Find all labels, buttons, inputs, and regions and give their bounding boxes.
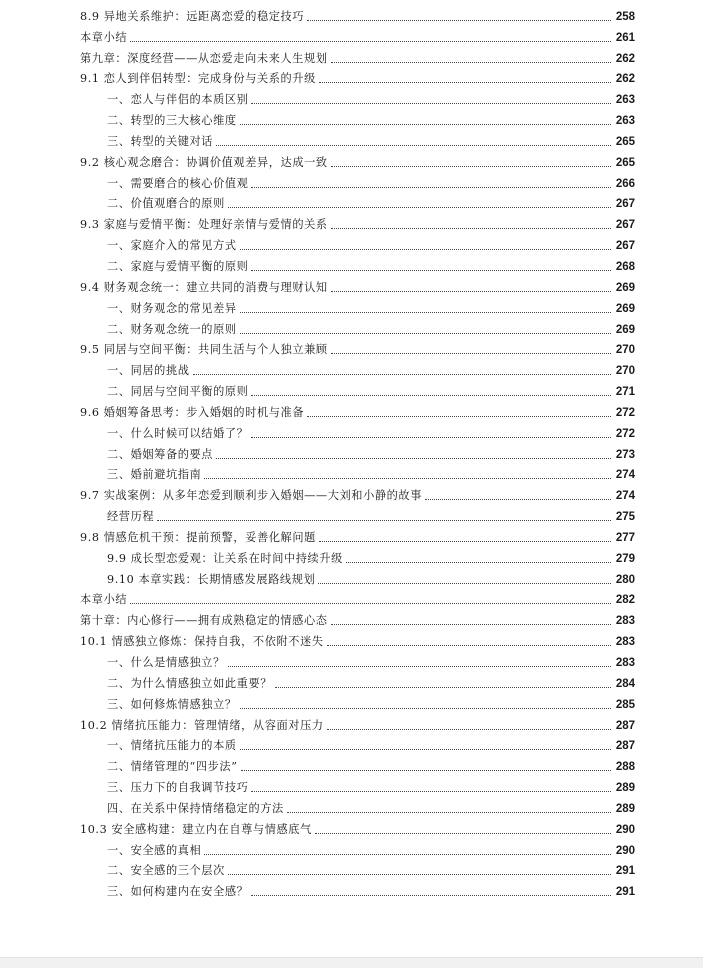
toc-entry[interactable] bbox=[80, 441, 635, 462]
toc-dot-leader bbox=[240, 124, 611, 125]
toc-page-number: 280 bbox=[615, 573, 635, 586]
toc-dot-leader bbox=[216, 145, 611, 146]
toc-dot-leader bbox=[327, 729, 611, 730]
toc-entry[interactable] bbox=[80, 670, 635, 691]
toc-entry-title: 一、情绪抗压能力的本质 bbox=[107, 739, 237, 753]
toc-page-number: 289 bbox=[615, 782, 635, 795]
toc-dot-leader bbox=[204, 478, 611, 479]
toc-dot-leader bbox=[240, 333, 611, 334]
toc-entry[interactable] bbox=[80, 399, 635, 420]
toc-page-number: 258 bbox=[615, 10, 635, 23]
toc-entry[interactable] bbox=[80, 878, 635, 899]
toc-page-number: 267 bbox=[615, 240, 635, 253]
toc-entry[interactable] bbox=[80, 170, 635, 191]
toc-entry[interactable] bbox=[80, 86, 635, 107]
toc-dot-leader bbox=[251, 395, 611, 396]
toc-entry-title: 一、同居的挑战 bbox=[107, 364, 190, 378]
toc-entry-title: 8.9 异地关系维护：远距离恋爱的稳定技巧 bbox=[80, 9, 305, 23]
toc-page-number: 290 bbox=[615, 823, 635, 836]
toc-entry-title: 一、家庭介入的常见方式 bbox=[107, 239, 237, 253]
toc-entry-title: 四、在关系中保持情绪稳定的方法 bbox=[107, 801, 284, 815]
toc-page-number: 269 bbox=[615, 281, 635, 294]
toc-entry[interactable] bbox=[80, 503, 635, 524]
table-of-contents bbox=[80, 3, 635, 899]
toc-page-number: 269 bbox=[615, 302, 635, 315]
toc-entry[interactable] bbox=[80, 691, 635, 712]
toc-page-number: 284 bbox=[615, 677, 635, 690]
toc-page-number: 271 bbox=[615, 386, 635, 399]
toc-page-number: 265 bbox=[615, 135, 635, 148]
toc-page-number: 263 bbox=[615, 94, 635, 107]
toc-dot-leader bbox=[251, 791, 611, 792]
toc-entry-title: 10.2 情绪抗压能力：管理情绪，从容面对压力 bbox=[80, 718, 324, 732]
toc-entry-title: 本章小结 bbox=[80, 30, 128, 44]
toc-dot-leader bbox=[287, 812, 611, 813]
toc-entry-title: 一、财务观念的常见差异 bbox=[107, 301, 237, 315]
toc-entry[interactable] bbox=[80, 649, 635, 670]
toc-entry[interactable] bbox=[80, 253, 635, 274]
toc-dot-leader bbox=[228, 666, 611, 667]
toc-dot-leader bbox=[307, 20, 611, 21]
toc-dot-leader bbox=[331, 353, 611, 354]
toc-dot-leader bbox=[315, 833, 611, 834]
toc-dot-leader bbox=[240, 312, 611, 313]
toc-entry[interactable] bbox=[80, 795, 635, 816]
toc-dot-leader bbox=[319, 541, 611, 542]
toc-entry-title: 第十章：内心修行——拥有成熟稳定的情感心态 bbox=[80, 614, 328, 628]
toc-dot-leader bbox=[425, 499, 611, 500]
toc-entry-title: 三、如何修炼情感独立？ bbox=[107, 697, 237, 711]
toc-dot-leader bbox=[251, 270, 611, 271]
toc-dot-leader bbox=[130, 41, 611, 42]
toc-entry-title: 9.10 本章实践：长期情感发展路线规划 bbox=[107, 572, 316, 586]
toc-dot-leader bbox=[275, 687, 611, 688]
toc-page-number: 263 bbox=[615, 115, 635, 128]
toc-entry[interactable] bbox=[80, 733, 635, 754]
toc-entry[interactable] bbox=[80, 128, 635, 149]
toc-dot-leader bbox=[251, 437, 611, 438]
toc-entry[interactable] bbox=[80, 587, 635, 608]
toc-entry-title: 9.1 恋人到伴侣转型：完成身份与关系的升级 bbox=[80, 72, 316, 86]
toc-page-number: 270 bbox=[615, 365, 635, 378]
toc-entry[interactable] bbox=[80, 316, 635, 337]
toc-entry[interactable] bbox=[80, 524, 635, 545]
toc-entry[interactable] bbox=[80, 545, 635, 566]
toc-entry-title: 二、同居与空间平衡的原则 bbox=[107, 385, 249, 399]
toc-dot-leader bbox=[130, 603, 611, 604]
toc-entry-title: 9.4 财务观念统一：建立共同的消费与理财认知 bbox=[80, 280, 328, 294]
toc-page-number: 283 bbox=[615, 636, 635, 649]
toc-entry[interactable] bbox=[80, 628, 635, 649]
toc-dot-leader bbox=[331, 166, 611, 167]
toc-entry[interactable] bbox=[80, 45, 635, 66]
toc-dot-leader bbox=[307, 416, 611, 417]
toc-dot-leader bbox=[228, 874, 611, 875]
toc-entry[interactable] bbox=[80, 378, 635, 399]
toc-entry-title: 一、恋人与伴侣的本质区别 bbox=[107, 93, 249, 107]
toc-entry-title: 9.8 情感危机干预：提前预警，妥善化解问题 bbox=[80, 530, 316, 544]
toc-page-number: 269 bbox=[615, 323, 635, 336]
toc-page-number: 275 bbox=[615, 511, 635, 524]
toc-dot-leader bbox=[240, 749, 611, 750]
toc-entry[interactable] bbox=[80, 420, 635, 441]
toc-dot-leader bbox=[251, 103, 611, 104]
toc-dot-leader bbox=[193, 374, 611, 375]
toc-entry-title: 9.7 实战案例：从多年恋爱到顺利步入婚姻——大刘和小静的故事 bbox=[80, 489, 423, 503]
toc-dot-leader bbox=[241, 770, 611, 771]
toc-page-number: 273 bbox=[615, 448, 635, 461]
toc-entry-title: 二、安全感的三个层次 bbox=[107, 864, 225, 878]
toc-entry[interactable] bbox=[80, 357, 635, 378]
toc-page-number: 261 bbox=[615, 31, 635, 44]
toc-page-number: 279 bbox=[615, 552, 635, 565]
toc-entry-title: 二、婚姻筹备的要点 bbox=[107, 447, 214, 461]
toc-entry-title: 第九章：深度经营——从恋爱走向未来人生规划 bbox=[80, 51, 328, 65]
toc-entry-title: 9.9 成长型恋爱观：让关系在时间中持续升级 bbox=[107, 551, 343, 565]
toc-entry-title: 三、如何构建内在安全感？ bbox=[107, 885, 249, 899]
toc-entry-title: 9.5 同居与空间平衡：共同生活与个人独立兼顾 bbox=[80, 343, 328, 357]
toc-page-number: 267 bbox=[615, 219, 635, 232]
toc-dot-leader bbox=[331, 228, 611, 229]
toc-entry-title: 三、婚前避坑指南 bbox=[107, 468, 202, 482]
toc-entry[interactable] bbox=[80, 24, 635, 45]
toc-entry[interactable] bbox=[80, 107, 635, 128]
page-bottom-edge bbox=[0, 957, 703, 968]
toc-entry-title: 一、需要磨合的核心价值观 bbox=[107, 176, 249, 190]
toc-entry[interactable] bbox=[80, 295, 635, 316]
toc-entry[interactable] bbox=[80, 816, 635, 837]
toc-entry[interactable] bbox=[80, 462, 635, 483]
toc-entry-title: 一、安全感的真相 bbox=[107, 843, 202, 857]
toc-dot-leader bbox=[216, 458, 611, 459]
toc-page-number: 262 bbox=[615, 52, 635, 65]
toc-dot-leader bbox=[331, 62, 611, 63]
toc-dot-leader bbox=[318, 583, 611, 584]
toc-entry-title: 9.6 婚姻筹备思考：步入婚姻的时机与准备 bbox=[80, 405, 305, 419]
toc-page-number: 290 bbox=[615, 844, 635, 857]
toc-page-number: 291 bbox=[615, 865, 635, 878]
toc-page-number: 265 bbox=[615, 156, 635, 169]
toc-page-number: 282 bbox=[615, 594, 635, 607]
toc-dot-leader bbox=[204, 854, 611, 855]
toc-page-number: 268 bbox=[615, 260, 635, 273]
toc-entry[interactable] bbox=[80, 753, 635, 774]
toc-entry-title: 一、什么时候可以结婚了？ bbox=[107, 426, 249, 440]
toc-entry-title: 二、为什么情感独立如此重要？ bbox=[107, 676, 273, 690]
toc-page-number: 283 bbox=[615, 657, 635, 669]
toc-entry-title: 9.3 家庭与爱情平衡：处理好亲情与爱情的关系 bbox=[80, 218, 328, 232]
toc-entry-title: 经营历程 bbox=[107, 510, 155, 524]
toc-entry[interactable] bbox=[80, 837, 635, 858]
toc-entry-title: 三、压力下的自我调节技巧 bbox=[107, 781, 249, 795]
toc-page-number: 288 bbox=[615, 761, 635, 774]
toc-page-number: 272 bbox=[615, 406, 635, 419]
toc-page-number: 274 bbox=[615, 490, 635, 503]
toc-page-number: 287 bbox=[615, 719, 635, 732]
toc-page-number: 285 bbox=[615, 698, 635, 711]
toc-page-number: 267 bbox=[615, 198, 635, 211]
toc-entry-title: 10.1 情感独立修炼：保持自我，不依附不迷失 bbox=[80, 635, 324, 649]
toc-page-number: 277 bbox=[615, 531, 635, 544]
toc-entry[interactable] bbox=[80, 858, 635, 879]
toc-page-number: 262 bbox=[615, 73, 635, 86]
toc-entry[interactable] bbox=[80, 191, 635, 212]
toc-entry-title: 三、转型的关键对话 bbox=[107, 134, 214, 148]
toc-dot-leader bbox=[331, 624, 611, 625]
toc-entry[interactable] bbox=[80, 66, 635, 87]
toc-entry[interactable] bbox=[80, 774, 635, 795]
toc-entry-title: 二、财务观念统一的原则 bbox=[107, 322, 237, 336]
toc-entry-title: 二、转型的三大核心维度 bbox=[107, 114, 237, 128]
toc-entry[interactable] bbox=[80, 337, 635, 358]
toc-dot-leader bbox=[240, 249, 611, 250]
toc-entry[interactable] bbox=[80, 607, 635, 628]
toc-entry[interactable] bbox=[80, 712, 635, 733]
toc-entry[interactable] bbox=[80, 149, 635, 170]
toc-entry-title: 9.2 核心观念磨合：协调价值观差异，达成一致 bbox=[80, 155, 328, 169]
toc-entry-title: 二、家庭与爱情平衡的原则 bbox=[107, 259, 249, 273]
toc-page-number: 289 bbox=[615, 802, 635, 815]
toc-dot-leader bbox=[157, 520, 611, 521]
toc-page-number: 287 bbox=[615, 740, 635, 753]
toc-entry-title: 二、情绪管理的“四步法” bbox=[107, 760, 238, 774]
toc-entry[interactable] bbox=[80, 566, 635, 587]
toc-entry-title: 10.3 安全感构建：建立内在自尊与情感底气 bbox=[80, 822, 312, 836]
toc-page-number: 274 bbox=[615, 469, 635, 482]
toc-page-number: 283 bbox=[615, 615, 635, 628]
toc-dot-leader bbox=[251, 187, 611, 188]
toc-entry[interactable] bbox=[80, 232, 635, 253]
toc-entry-title: 一、什么是情感独立？ bbox=[107, 656, 225, 669]
toc-entry[interactable] bbox=[80, 3, 635, 24]
toc-entry[interactable] bbox=[80, 274, 635, 295]
toc-page-number: 272 bbox=[615, 427, 635, 440]
toc-page-number: 270 bbox=[615, 344, 635, 357]
toc-entry[interactable] bbox=[80, 482, 635, 503]
toc-dot-leader bbox=[327, 645, 611, 646]
toc-entry[interactable] bbox=[80, 211, 635, 232]
toc-dot-leader bbox=[228, 207, 611, 208]
toc-dot-leader bbox=[346, 562, 611, 563]
toc-entry-title: 二、价值观磨合的原则 bbox=[107, 197, 225, 211]
toc-dot-leader bbox=[319, 82, 611, 83]
toc-entry-title: 本章小结 bbox=[80, 593, 128, 607]
toc-dot-leader bbox=[331, 291, 611, 292]
toc-dot-leader bbox=[251, 895, 611, 896]
toc-page-number: 266 bbox=[615, 177, 635, 190]
toc-page-number: 291 bbox=[615, 886, 635, 899]
toc-dot-leader bbox=[240, 708, 611, 709]
